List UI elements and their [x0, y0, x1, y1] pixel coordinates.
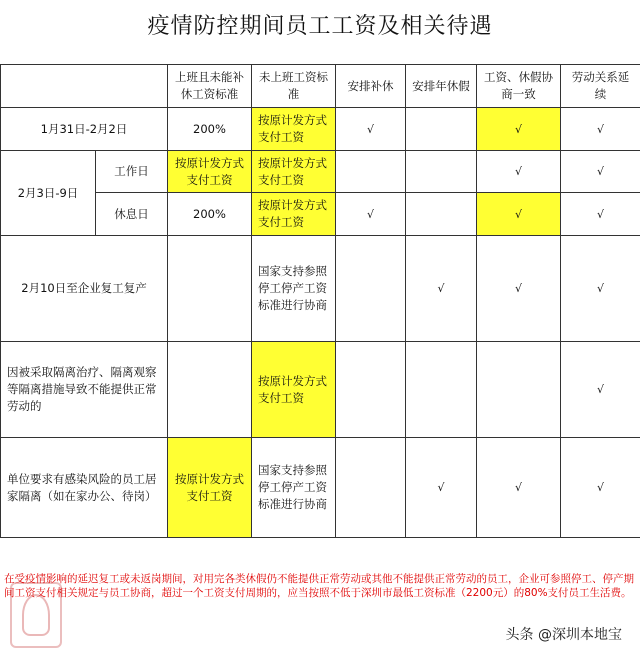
sub-period-cell: 休息日: [96, 193, 168, 236]
cell-salary-leave-negotiation: √: [477, 193, 561, 236]
cell-unable-standard: 200%: [168, 108, 252, 151]
period-cell: 因被采取隔离治疗、隔离观察等隔离措施导致不能提供正常劳动的: [1, 342, 168, 438]
table-row: [1, 151, 640, 193]
period-cell: 2月10日至企业复工复产: [1, 236, 168, 342]
watermark: 头条 @深圳本地宝: [505, 627, 622, 643]
period-cell: 1月31日-2月2日: [1, 108, 168, 151]
sub-period-cell: 工作日: [96, 151, 168, 193]
period-group-cell: 2月3日-9日: [1, 151, 96, 236]
table-row: [1, 236, 640, 342]
cell-not-working-standard: 国家支持参照停工停产工资标准进行协商: [252, 236, 336, 342]
benefits-table: [0, 64, 640, 538]
table-row: [1, 193, 640, 236]
cell-labor-relation-extension: √: [561, 193, 640, 236]
cell-compensatory-leave: [336, 151, 406, 193]
table-row: [1, 108, 640, 151]
cell-not-working-standard: 按原计发方式支付工资: [252, 342, 336, 438]
cell-unable-standard: 按原计发方式支付工资: [168, 151, 252, 193]
header-unable-compensatory-standard: 上班且未能补休工资标准: [168, 65, 252, 108]
header-arrange-annual-leave: 安排年休假: [406, 65, 477, 108]
cell-compensatory-leave: √: [336, 108, 406, 151]
table-row: [1, 438, 640, 538]
cell-salary-leave-negotiation: √: [477, 151, 561, 193]
cell-compensatory-leave: [336, 236, 406, 342]
table-row: [1, 342, 640, 438]
header-blank: [1, 65, 168, 108]
cell-compensatory-leave: [336, 438, 406, 538]
cell-labor-relation-extension: √: [561, 108, 640, 151]
header-salary-leave-negotiation: 工资、休假协商一致: [477, 65, 561, 108]
cell-not-working-standard: 按原计发方式支付工资: [252, 193, 336, 236]
cell-salary-leave-negotiation: √: [477, 438, 561, 538]
cell-salary-leave-negotiation: [477, 342, 561, 438]
cell-unable-standard: 按原计发方式支付工资: [168, 438, 252, 538]
cell-annual-leave: [406, 108, 477, 151]
cell-not-working-standard: 按原计发方式支付工资: [252, 108, 336, 151]
period-cell: 单位要求有感染风险的员工居家隔离（如在家办公、待岗）: [1, 438, 168, 538]
cell-unable-standard: [168, 236, 252, 342]
cell-unable-standard: 200%: [168, 193, 252, 236]
header-not-working-standard: 未上班工资标准: [252, 65, 336, 108]
cell-annual-leave: √: [406, 438, 477, 538]
header-arrange-compensatory-leave: 安排补休: [336, 65, 406, 108]
cell-annual-leave: [406, 342, 477, 438]
cell-salary-leave-negotiation: √: [477, 236, 561, 342]
cell-labor-relation-extension: √: [561, 342, 640, 438]
cell-not-working-standard: 国家支持参照停工停产工资标准进行协商: [252, 438, 336, 538]
cell-annual-leave: [406, 193, 477, 236]
cell-labor-relation-extension: √: [561, 151, 640, 193]
cell-labor-relation-extension: √: [561, 438, 640, 538]
cell-compensatory-leave: √: [336, 193, 406, 236]
cell-annual-leave: [406, 151, 477, 193]
footnote: 在受疫情影响的延迟复工或未返岗期间，对用完各类休假仍不能提供正常劳动或其他不能提供正常劳动的员工，企业可参照停工、停产期间工资支付相关规定与员工协商，超过一个工资支付周期的，应当按照不低于深圳市最低工资标准（2200元）的80%支付员工生活费。: [4, 573, 634, 599]
cell-labor-relation-extension: √: [561, 236, 640, 342]
cell-salary-leave-negotiation: √: [477, 108, 561, 151]
table-header-row: [1, 65, 640, 108]
cell-annual-leave: √: [406, 236, 477, 342]
cell-unable-standard: [168, 342, 252, 438]
cell-compensatory-leave: [336, 342, 406, 438]
header-labor-relation-extension: 劳动关系延续: [561, 65, 640, 108]
page-title: 疫情防控期间员工工资及相关待遇: [147, 13, 493, 39]
cell-not-working-standard: 按原计发方式支付工资: [252, 151, 336, 193]
